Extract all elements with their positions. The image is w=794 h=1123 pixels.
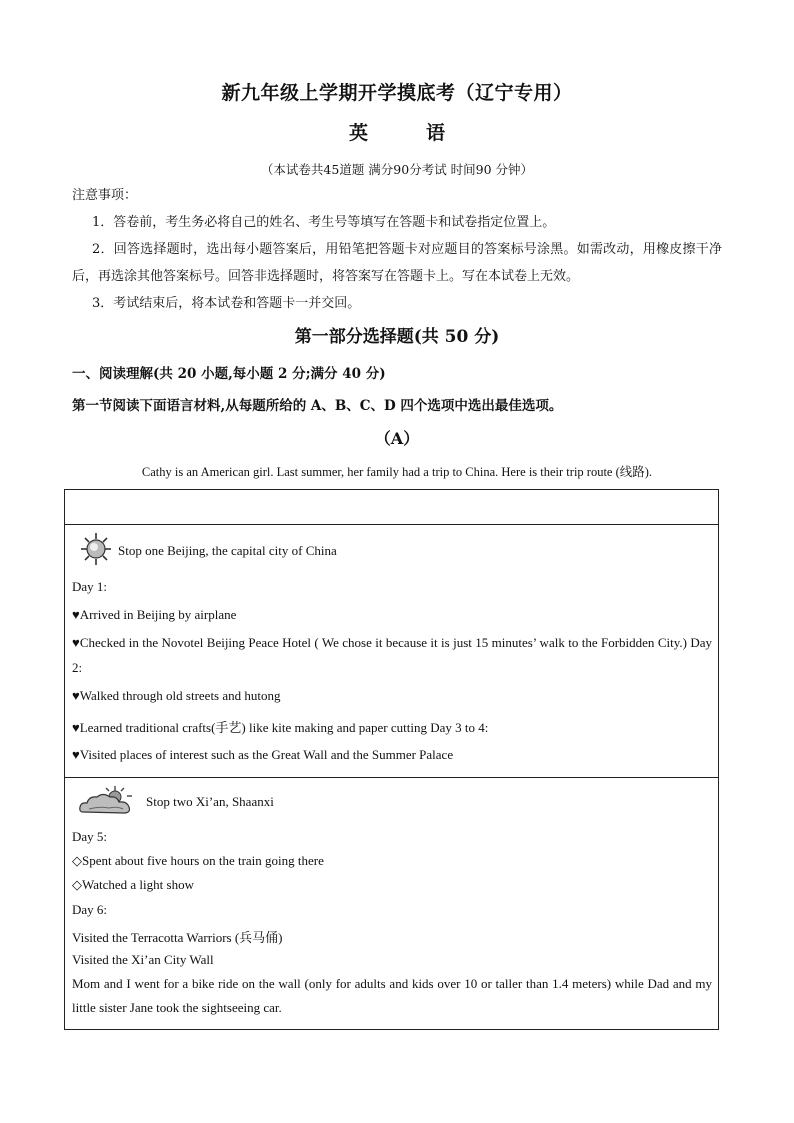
note-item-3: 3．考试结束后，将本试卷和答题卡一并交回。	[92, 296, 361, 311]
stop-two-line: ◇Spent about five hours on the train going there	[72, 853, 324, 868]
stop-two-line: Visited the Xi’an City Wall	[72, 952, 214, 967]
stop-one-line: ♥Walked through old streets and hutong	[72, 688, 281, 703]
stop-one-title: Stop one Beijing, the capital city of China	[118, 543, 337, 558]
subject-char-2: 语	[426, 122, 446, 144]
subsection-instruction: 第一节阅读下面语言材料,从每题所给的 A、B、C、D 四个选项中选出最佳选项。	[72, 398, 563, 414]
stop-one-line: ♥Arrived in Beijing by airplane	[72, 607, 237, 622]
table-divider	[65, 524, 718, 525]
stop-one-line: ♥Learned traditional crafts(手艺) like kite making and paper cutting Day 3 to 4:	[72, 720, 489, 735]
passage-letter: （A）	[374, 429, 420, 448]
subject-char-1: 英	[348, 122, 368, 144]
exam-info: （本试卷共45道题 满分90分考试 时间90 分钟）	[260, 162, 534, 177]
note-item-2: 2．回答选择题时，选出每小题答案后，用铅笔把答题卡对应题目的答案标号涂黑。如需改动，用橡皮擦干净后，再选涂其他答案标号。回答非选择题时，将答案写在答题卡上。写在本试卷上无效。	[72, 242, 722, 284]
table-divider	[65, 777, 718, 778]
stop-two-line: Visited the Terracotta Warriors (兵马俑)	[72, 930, 283, 945]
stop-two-line: Day 5:	[72, 829, 108, 844]
exam-title: 新九年级上学期开学摸底考（辽宁专用）	[221, 82, 573, 104]
stop-two-line: Mom and I went for a bike ride on the wall (only for adults and kids over 10 or taller than 1.4 meters) while Dad and my little sister Jane took the sightseeing car.	[72, 976, 712, 1015]
section-heading: 一、阅读理解(共 20 小题,每小题 2 分;满分 40 分)	[72, 366, 386, 382]
trip-route-table	[64, 489, 719, 1030]
stop-one-line: ♥Checked in the Novotel Beijing Peace Hotel ( We chose it because it is just 15 minutes’ walk to the Forbidden City.) Day 2:	[72, 635, 712, 675]
partly-cloudy-weather-icon	[77, 784, 143, 818]
stop-one-line: ♥Visited places of interest such as the Great Wall and the Summer Palace	[72, 747, 454, 762]
subject-heading	[0, 118, 794, 145]
part-title: 第一部分选择题(共 50 分)	[294, 327, 500, 347]
stop-two-line: Day 6:	[72, 902, 108, 917]
notes-heading: 注意事项：	[72, 188, 138, 203]
stop-two-title: Stop two Xi’an, Shaanxi	[146, 794, 274, 809]
sunny-weather-icon	[77, 532, 115, 566]
stop-one-line: Day 1:	[72, 579, 108, 594]
passage-intro: Cathy is an American girl. Last summer, her family had a trip to China. Here is their trip route (线路).	[141, 465, 653, 479]
note-item-1: 1．答卷前，考生务必将自己的姓名、考生号等填写在答题卡和试卷指定位置上。	[92, 215, 556, 230]
stop-two-line: ◇Watched a light show	[72, 877, 194, 892]
